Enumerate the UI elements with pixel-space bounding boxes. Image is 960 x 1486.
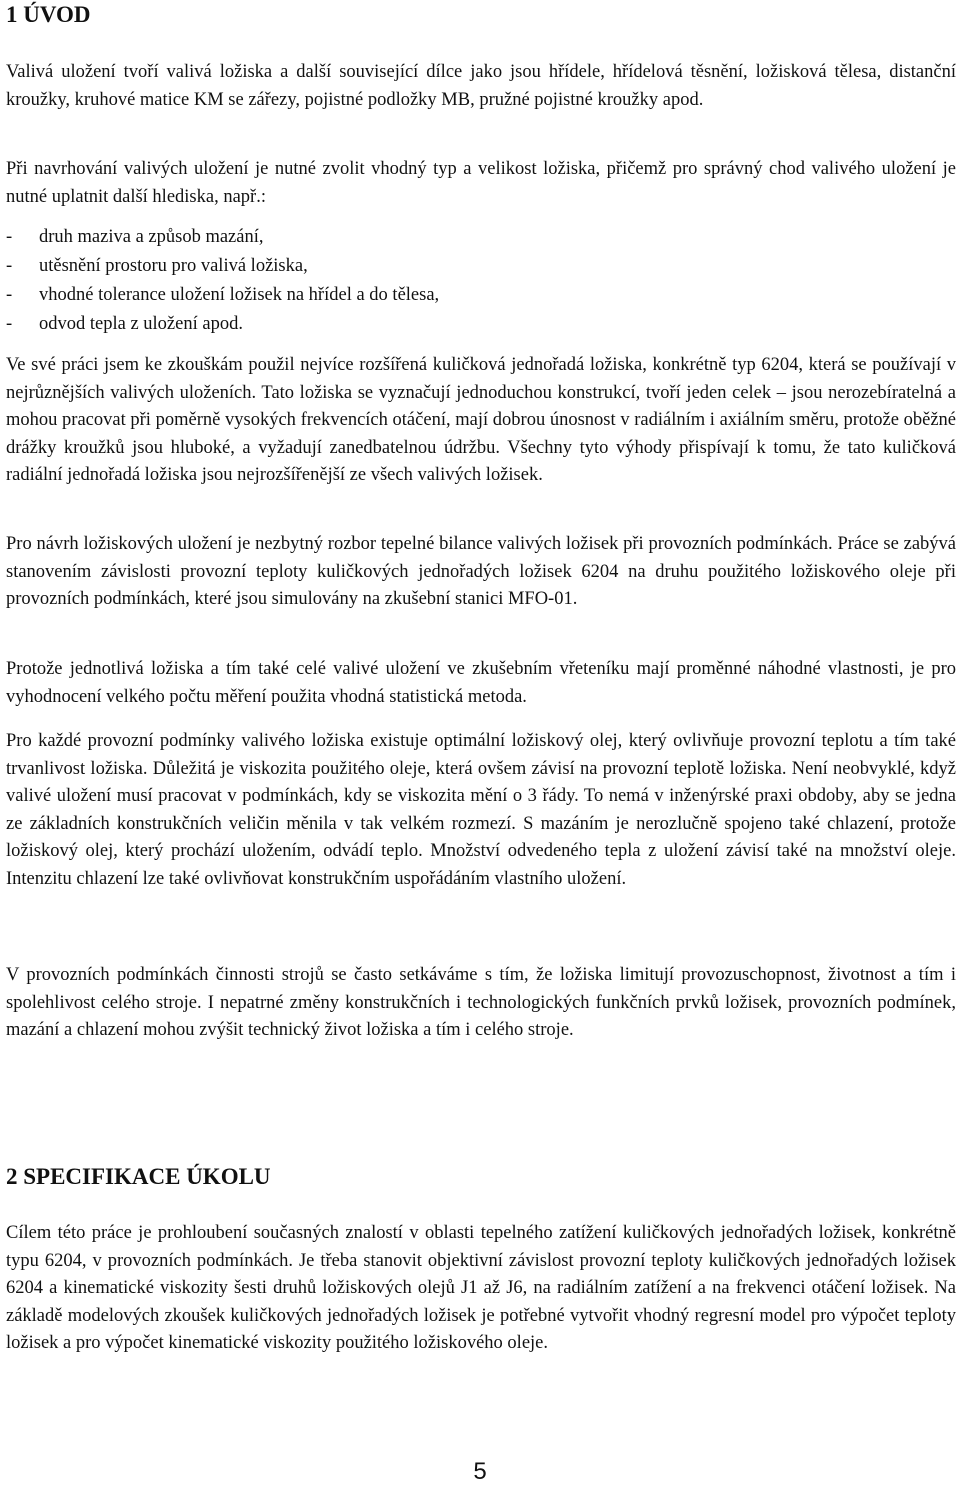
paragraph-1: Valivá uložení tvoří valivá ložiska a další související dílce jako jsou hřídele, hřídelová těsnění, ložisková tělesa, distanční kroužky, kruhové matice KM se zářezy, pojistné podložky MB, pružné pojistné kroužky apod. bbox=[6, 62, 956, 110]
paragraph-2: Při navrhování valivých uložení je nutné zvolit vhodný typ a velikost ložiska, přičemž pro správný chod valivého uložení je nutné uplatnit další hlediska, např.: bbox=[6, 159, 956, 207]
list-dash: - bbox=[6, 256, 13, 276]
list-item: - druh maziva a způsob mazání, bbox=[6, 223, 956, 252]
heading-uvod: 1 ÚVOD bbox=[6, 2, 91, 27]
paragraph-8: Cílem této práce je prohloubení současných znalostí v oblasti tepelného zatížení kuličkových jednořadých ložisek, konkrétně typu 6204, v provozních podmínkách. Je třeba stanovit objektivní závislost provozní teploty kuličkových jednořadých ložisek 6204 a kinematické viskozity šesti druhů ložiskových olejů J1 až J6, na radiálním zatížení a na frekvenci otáčení ložisek. Na základě modelových zkoušek kuličkových jednořadých ložisek je potřebné vytvořit vhodný regresní model pro výpočet teploty ložisek a pro výpočet kinematické viskozity použitého ložiskového oleje. bbox=[6, 1223, 956, 1353]
paragraph-6: Pro každé provozní podmínky valivého ložiska existuje optimální ložiskový olej, který ovlivňuje provozní teplotu a tím také trvanlivost ložiska. Důležitá je viskozita použitého oleje, která ovšem závisí na provozní teplotě ložiska. Není neobvyklé, když valivé uložení musí pracovat v podmínkách, kdy se viskozita mění o 3 řády. To nemá v inženýrské praxi obdoby, aby se jedna ze základních konstrukčních veličin měnila v tak velkém rozmezí. S mazáním je nerozlučně spojeno také chlazení, protože ložiskový olej, který prochází uložením, odvádí teplo. Množství odvedeného tepla z uložení závisí také na množství oleje. Intenzitu chlazení lze také ovlivňovat konstrukčním uspořádáním vlastního uložení. bbox=[6, 731, 956, 889]
aspects-list bbox=[6, 223, 956, 339]
paragraph-3: Ve své práci jsem ke zkouškám použil nejvíce rozšířená kuličková jednořadá ložiska, konkrétně typ 6204, která se používají v nejrůznějších valivých uloženích. Tato ložiska se vyznačují jednoduchou konstrukcí, tvoří jeden celek – jsou nerozebíratelná a mohou pracovat při poměrně vysokých frekvencích otáčení, mají dobrou únosnost v radiálním i axiálním směru, protože oběžné drážky kroužků jsou hluboké, a vyžadují zanedbatelnou údržbu. Všechny tyto výhody přispívají k tomu, že tato kuličková radiální jednořadá ložiska jsou nejrozšířenější ze všech valivých ložisek. bbox=[6, 355, 956, 485]
list-dash: - bbox=[6, 285, 13, 305]
list-item: - utěsnění prostoru pro valivá ložiska, bbox=[6, 252, 956, 281]
list-item: - vhodné tolerance uložení ložisek na hřídel a do tělesa, bbox=[6, 281, 956, 310]
list-item: - odvod tepla z uložení apod. bbox=[6, 310, 956, 339]
paragraph-5: Protože jednotlivá ložiska a tím také celé valivé uložení ve zkušebním vřeteníku mají proměnné náhodné vlastnosti, je pro vyhodnocení velkého počtu měření použita vhodná statistická metoda. bbox=[6, 659, 956, 707]
heading-specifikace: 2 SPECIFIKACE ÚKOLU bbox=[6, 1164, 271, 1189]
page-number: 5 bbox=[473, 1458, 487, 1485]
paragraph-7: V provozních podmínkách činnosti strojů se často setkáváme s tím, že ložiska limitují provozuschopnost, životnost a tím i spolehlivost celého stroje. I nepatrné změny konstrukčních i technologických funkčních prvků ložisek, provozních podmínek, mazání a chlazení mohou zvýšit technický život ložiska a tím i celého stroje. bbox=[6, 965, 956, 1040]
list-dash: - bbox=[6, 314, 13, 334]
paragraph-4: Pro návrh ložiskových uložení je nezbytný rozbor tepelné bilance valivých ložisek při provozních podmínkách. Práce se zabývá stanovením závislosti provozní teploty kuličkových jednořadých ložisek 6204 na druhu použitého ložiskového oleje při provozních podmínkách, které jsou simulovány na zkušební stanici MFO-01. bbox=[6, 534, 956, 609]
list-dash: - bbox=[6, 227, 13, 247]
